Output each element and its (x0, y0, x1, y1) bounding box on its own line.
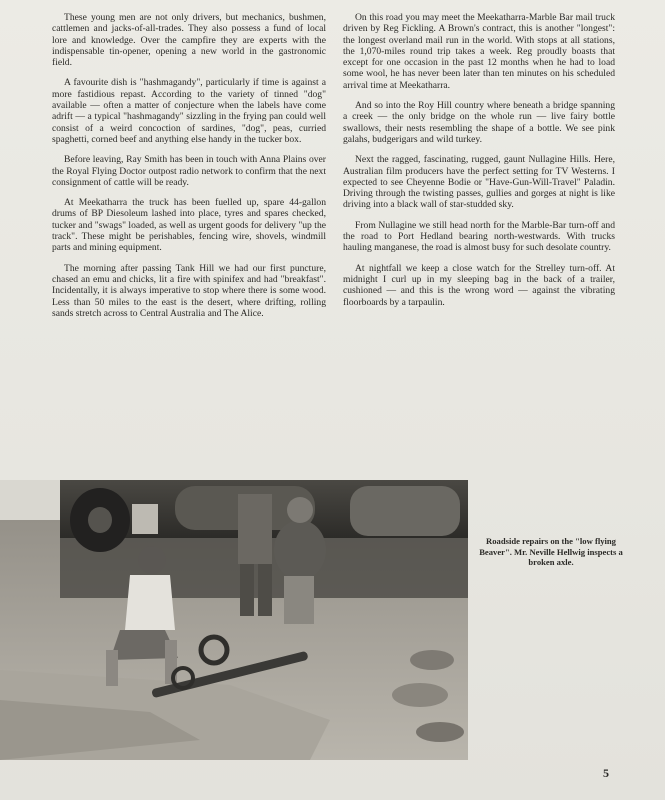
standing-man-body (238, 494, 272, 564)
crouching-man-legs (284, 576, 314, 624)
bright-background (0, 480, 70, 520)
crouching-man (274, 520, 326, 580)
seated-man-leg (165, 640, 177, 684)
seated-man-shirt (125, 575, 175, 630)
left-paragraph-5: The morning after passing Tank Hill we had our first puncture, chased an emu and chicks, lit a fire with spinifex and had "breakfast". Incidentally, it is always imperative to stop where there is some wood. Less than 50 miles to the east is the desert, where drifting, rolling sands stretch across to Central Australia and The Alice. (52, 262, 326, 319)
rear-tank (350, 486, 460, 536)
photo-caption: Roadside repairs on the "low flying Beaver". Mr. Neville Hellwig inspects a broken axle. (479, 536, 623, 568)
left-text-column (52, 12, 326, 328)
right-paragraph-1: On this road you may meet the Meekatharra-Marble Bar mail truck driven by Reg Fickling. A Brown's contract, this is another "longest": the longest overland mail run in the world. With stops at all stations, the 1,070-miles round trip takes a week. Reg proudly boasts that except for one occasion in the past 12 months when he had to load some wool, he has never been later than ten minutes on his scheduled arrival time at Meekatharra. (343, 12, 615, 91)
left-paragraph-3: Before leaving, Ray Smith has been in touch with Anna Plains over the Royal Flying Doctor outpost radio network to confirm that the next consignment of cattle will be ready. (52, 154, 326, 188)
photo-illustration (0, 480, 468, 760)
seated-man-leg-2 (106, 650, 118, 686)
right-paragraph-3: Next the ragged, fascinating, rugged, gaunt Nullagine Hills. Here, Australian film producers have the perfect setting for TV Westerns. I expected to see Cheyenne Bodie or "Have-Gun-Will-Travel" Paladin. Driving through the twisting passes, gullies and gorges at night is like driving into a black wall of star-studded sky. (343, 154, 615, 211)
seated-man-head (138, 546, 166, 574)
left-paragraph-1: These young men are not only drivers, but mechanics, bushmen, cattlemen and jacks-of-all-trades. They also possess a fund of local lore and knowledge. Over the campfire they are experts with the indispensable tin-opener, opening a new world in the gastronomic field. (52, 12, 326, 69)
right-text-column (343, 12, 615, 317)
right-paragraph-4: From Nullagine we still head north for the Marble-Bar turn-off and the road to Port Hedland bearing north-westwards. With trucks hauling manganese, the road is almost busy for such desolate country. (343, 219, 615, 254)
right-paragraph-5: At nightfall we keep a close watch for the Strelley turn-off. At midnight I curl up in my sleeping bag in the back of a trailer, cushioned — and this is the wrong word — against the vibrating floorboards by a tarpaulin. (343, 262, 615, 308)
roadside-repair-photo (0, 480, 468, 760)
left-paragraph-2: A favourite dish is "hashmagandy", particularly if time is against a more fastidious repast. According to the variety of tinned "dog" available — often a matter of conjecture when the labels have come adrift — a typical "hashmagandy" sizzling in the frying pan could well consist of a weird concoction of sardines, "dog", peas, curried spaghetti, corned beef and anything else handy in the tucker box. (52, 77, 326, 145)
crouching-man-head (287, 497, 313, 523)
page-number: 5 (603, 766, 609, 780)
right-paragraph-2: And so into the Roy Hill country where beneath a bridge spanning a creek — the only bridge on the whole run — live fairy bottle swallows, their nests resembling the shape of a bottle. We see pink galahs, budgerigars and wild turkey. (343, 100, 615, 145)
rock (410, 650, 454, 670)
wheel-hub (88, 507, 112, 533)
standing-man-leg-left (240, 564, 254, 616)
standing-man-leg-right (258, 564, 272, 616)
rock (392, 683, 448, 707)
rock (416, 722, 464, 742)
box (132, 504, 158, 534)
left-paragraph-4: At Meekatharra the truck has been fuelled up, spare 44-gallon drums of BP Diesoleum lashed into place, tyres and spares checked, tucker and "swags" loaded, as well as urgent goods for delivery "up the track". These might be perishables, fencing wire, shovels, windmill parts and mining equipment. (52, 197, 326, 254)
